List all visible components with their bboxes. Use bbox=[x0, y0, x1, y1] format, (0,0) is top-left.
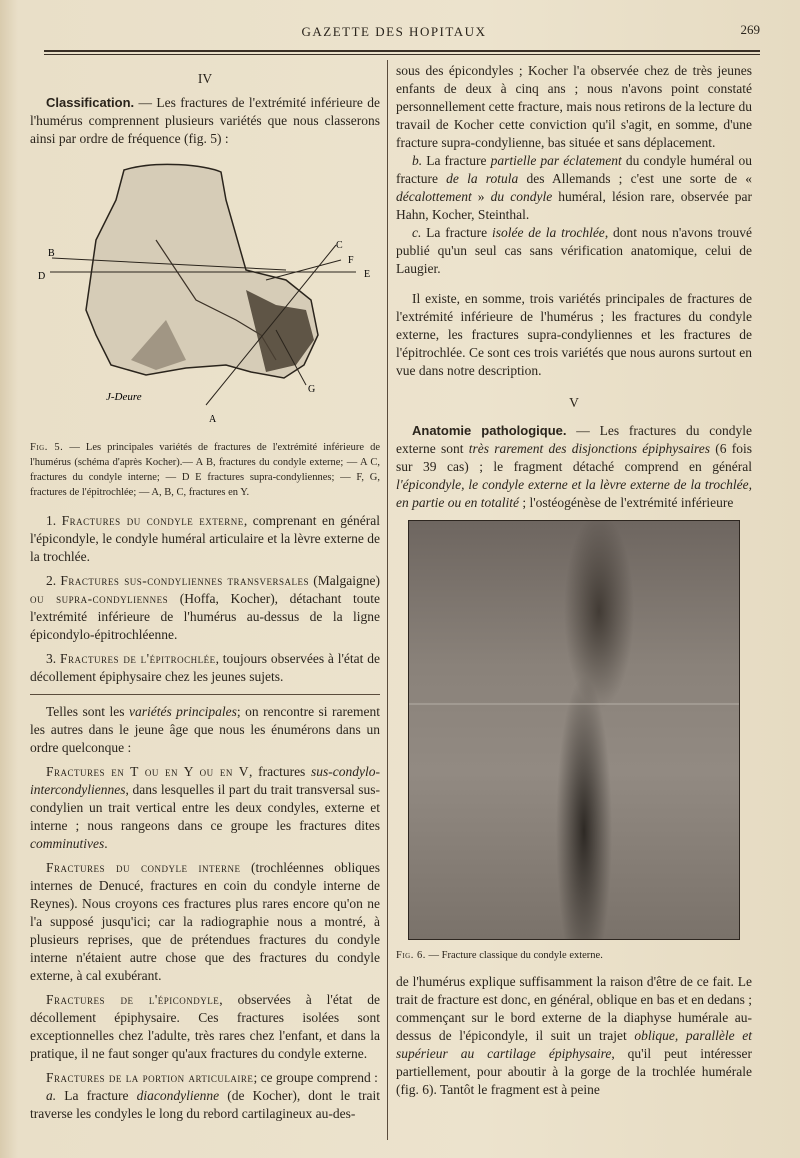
figure-6-caption: Fig. 6. — Fracture classique du condyle externe. bbox=[396, 950, 603, 961]
header-rule bbox=[44, 50, 760, 55]
paragraph-portion-articulaire: Fractures de la portion articulaire; ce groupe comprend : bbox=[46, 1070, 378, 1085]
paragraph-osteogenese: de l'humérus explique suffisamment la raison d'être de ce fait. Le trait de fracture est donc, en général, oblique en bas et en dedans ; commençant sur le bord externe de la diaphyse humérale au-dessus de l'épicondyle, il suit un trajet oblique, parallèle et supérieur au cartilage épiphysaire, qu'il peut intéresser partiellement, pour aboutir à la gorge de la trochlée humérale (fig. 6). Tantôt le fragment est à peine bbox=[396, 974, 752, 1097]
paragraph-continuation: sous des épicondyles ; Kocher l'a observée chez de très jeunes enfants de deux à cinq ans ; nous n'avons point constaté personnellement cette fracture, mais nous retirons de la lecture du travail de Kocher cette conviction qu'il s'agit, en somme, d'une fracture supra-condylienne, bas située et sans déplacement. bbox=[396, 63, 752, 150]
right-column-top bbox=[396, 62, 752, 512]
paragraph-summary: Il existe, en somme, trois variétés principales de fractures de l'extrémité inférieure de l'humérus ; les fractures du condyle externe, les fractures supra-condyliennes et les fractures de l'épitrochlée. Ce sont ces trois variétés que nous aurons surtout en vue dans notre description. bbox=[396, 291, 752, 378]
figure-5-caption: Fig. 5. — Les principales variétés de fractures de l'extrémité inférieure de l'humérus (schéma d'après Kocher).— A B, fractures du condyle externe; — A C, fractures du condyle interne; — D E fractures supra-condyliennes; — F, G, fractures de l'épitrochlée; — A, B, C, fractures en Y. bbox=[30, 442, 380, 498]
label-g: G bbox=[308, 384, 316, 395]
right-column-bottom bbox=[396, 948, 752, 1099]
paragraph-c-trochlee: c. La fracture isolée de la trochlée, dont nous n'avons trouvé publié qu'un seul cas sans vérification anatomique, celui de Laugier. bbox=[396, 225, 753, 276]
left-column-body bbox=[30, 440, 380, 1123]
page-header bbox=[28, 22, 760, 44]
label-d: D bbox=[38, 271, 46, 282]
paragraph-varietes: Telles sont les variétés principales; on rencontre si rarement les autres dans le jeune âge que nous les énumérons dans un ordre quelconque : bbox=[30, 704, 380, 755]
paragraph-fractures-t-y-v: Fractures en T ou en Y ou en V, fractures sus-condylo-intercondyliennes, dans lesquelles il part du trait transversal sus-condylien un trait vertical entre les deux condyles, externe et interne ; nous rangeons dans ce groupe les fractures dites comminutives. bbox=[30, 764, 380, 851]
classification-paragraph: Classification. — Les fractures de l'extrémité inférieure de l'humérus comprennent plusieurs variétés que nous classerons ainsi par ordre de fréquence (fig. 5) : bbox=[30, 95, 380, 146]
radiograph-seam bbox=[409, 703, 739, 705]
column-divider bbox=[387, 60, 388, 1140]
paragraph-condyle-interne: Fractures du condyle interne (trochléennes obliques internes de Denucé, fractures en coin du condyle interne de Reynes). Nous croyons ces fractures plus rares encore qu'on ne l'a supposé jusqu'ici; car la radiographie nous a montré, à plusieurs reprises, que de prétendues fractures du condyle interne n'étaient autre chose que des fractures du condyle externe, à cal exubérant. bbox=[30, 860, 380, 983]
section-iv-heading: IV bbox=[197, 71, 213, 86]
engraver-signature: J-Deure bbox=[106, 391, 142, 403]
section-divider bbox=[30, 694, 380, 695]
paragraph-epicondyle: Fractures de l'épicondyle, observées à l'état de décollement épiphysaire. Ces fractures isolées sont exceptionnelles chez l'adulte, très rares chez l'enfant, et dans la pratique, il ne faut songer qu'aux fractures du condyle externe. bbox=[30, 992, 380, 1061]
figure-6-radiograph bbox=[408, 520, 740, 940]
item-2: 2. Fractures sus-condyliennes transversales (Malgaigne) ou supra-condyliennes (Hoffa, Kocher), détachant toute l'extrémité inférieure de l'humérus au-dessus de la ligne épicondylo-épitrochléenne. bbox=[30, 573, 380, 642]
label-e: E bbox=[364, 269, 371, 280]
item-3: 3. Fractures de l'épitrochlée, toujours observées à l'état de décollement épiphysaire chez les jeunes sujets. bbox=[30, 651, 380, 684]
journal-title: GAZETTE DES HOPITAUX bbox=[301, 24, 487, 39]
page-number: 269 bbox=[740, 22, 760, 37]
label-b: B bbox=[48, 248, 55, 259]
label-c: C bbox=[336, 240, 343, 251]
paragraph-b-eclatement: b. La fracture partielle par éclatement du condyle huméral ou fracture de la rotula des Allemands ; c'est une sorte de « décalottement » du condyle huméral, lésion rare, observée par Hahn, Kocher, Steinthal. bbox=[396, 153, 753, 222]
figure-5-humerus-diagram bbox=[36, 160, 376, 428]
section-v-heading: V bbox=[569, 395, 579, 410]
label-f: F bbox=[348, 255, 354, 266]
item-1: 1. Fractures du condyle externe, comprenant en général l'épicondyle, le condyle huméral articulaire et la lèvre externe de la trochlée. bbox=[30, 513, 381, 564]
left-column-top bbox=[30, 70, 380, 148]
paragraph-anatomie: Anatomie pathologique. — Les fractures du condyle externe sont très rarement des disjonctions épiphysaires (6 fois sur 39 cas) ; le fragment détaché comprend en général l'épicondyle, le condyle externe et la lèvre externe de la trochlée, en partie ou en totalité ; l'ostéogénèse de l'extrémité inférieure bbox=[396, 423, 752, 510]
label-a: A bbox=[209, 414, 217, 425]
classification-lead: Classification. bbox=[46, 95, 135, 110]
paragraph-a-diacondylienne: a. La fracture diacondylienne (de Kocher), dont le trait traverse les condyles le long du rebord cartilagineux au-des- bbox=[30, 1088, 380, 1121]
